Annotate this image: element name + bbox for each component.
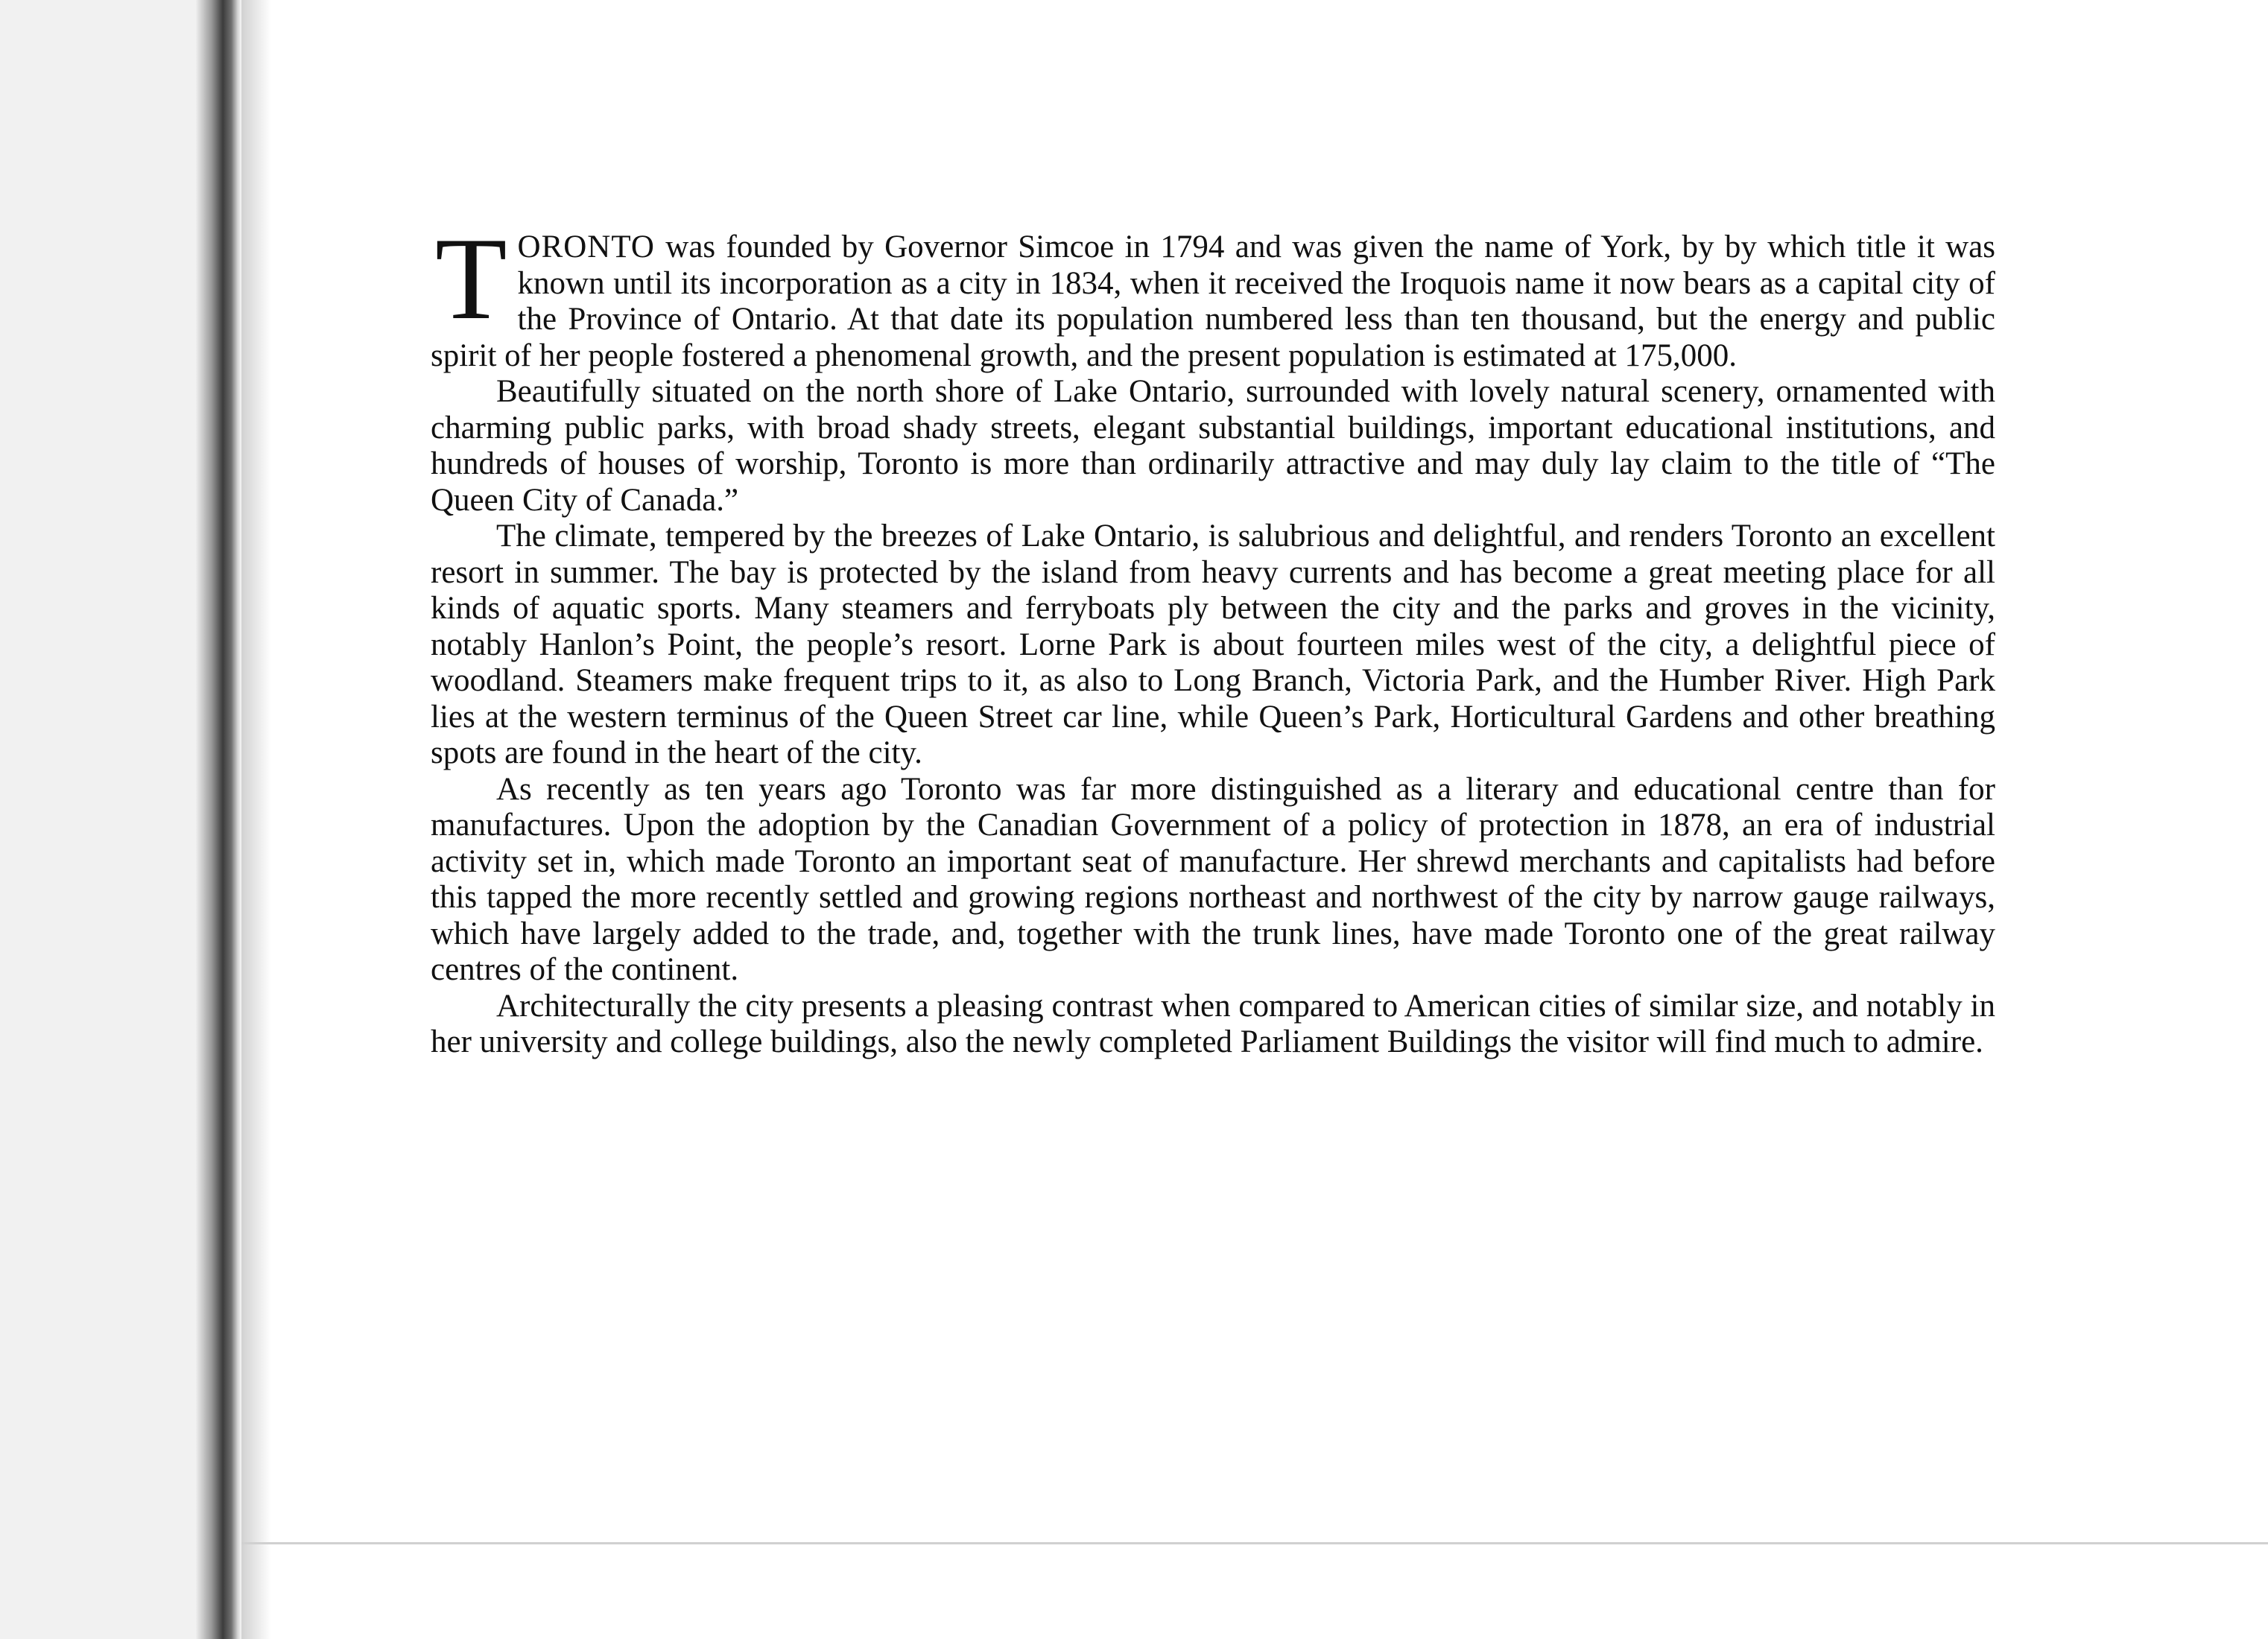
paragraph-4: As recently as ten years ago Toronto was far more distinguished as a literary and educational centre than for manufactures. Upon the adoption by the Canadian Government of a policy of protection in 1878, an era of industrial activity set in, which made Toronto an important seat of manufacture. Her shrewd merchants and capitalists had before this tapped the more recently settled and growing regions northeast and northwest of the city by narrow gauge railways, which have largely added to the trade, and, together with the trunk lines, have made Toronto one of the great railway centres of the continent.	[431, 771, 1995, 987]
gutter-shadow	[241, 0, 271, 1639]
drop-cap: T	[435, 214, 507, 344]
paragraph-1	[431, 214, 1995, 374]
book-spine-shadow	[195, 0, 241, 1639]
article-body	[431, 214, 1995, 1061]
paragraph-2: Beautifully situated on the north shore of Lake Ontario, surrounded with lovely natural scenery, ornamented with charming public parks, with broad shady streets, elegant substantial buildings, important educational institutions, and hundreds of houses of worship, Toronto is more than ordinarily attractive and may duly lay claim to the title of “The Queen City of Canada.”	[431, 374, 1995, 518]
page-bottom-edge	[241, 1542, 2268, 1544]
paragraph-1-text: was founded by Governor Simcoe in 1794 and was given the name of York, by by which title it was known until its incorporation as a city in 1834, when it received the Iroquois name it now bears as a capital city of the Province of Ontario. At that date its population numbered less than ten thousand, but the energy and public spirit of her people fostered a phenomenal growth, and the present population is estimated at 175,000.	[431, 229, 1995, 373]
lead-caps: ORONTO	[517, 229, 655, 264]
left-page	[0, 0, 195, 1639]
paragraph-3: The climate, tempered by the breezes of Lake Ontario, is salubrious and delightful, and renders Toronto an excellent resort in summer. The bay is protected by the island from heavy currents and has become a great meeting place for all kinds of aquatic sports. Many steamers and ferryboats ply between the city and the parks and groves in the vicinity, notably Hanlon’s Point, the people’s resort. Lorne Park is about fourteen miles west of the city, a delightful piece of woodland. Steamers make frequent trips to it, as also to Long Branch, Victoria Park, and the Humber River. High Park lies at the western terminus of the Queen Street car line, while Queen’s Park, Horticultural Gardens and other breathing spots are found in the heart of the city.	[431, 519, 1995, 770]
paragraph-5: Architecturally the city presents a pleasing contrast when compared to American cities of similar size, and notably in her university and college buildings, also the newly completed Parliament Buildings the visitor will find much to admire.	[431, 988, 1995, 1059]
